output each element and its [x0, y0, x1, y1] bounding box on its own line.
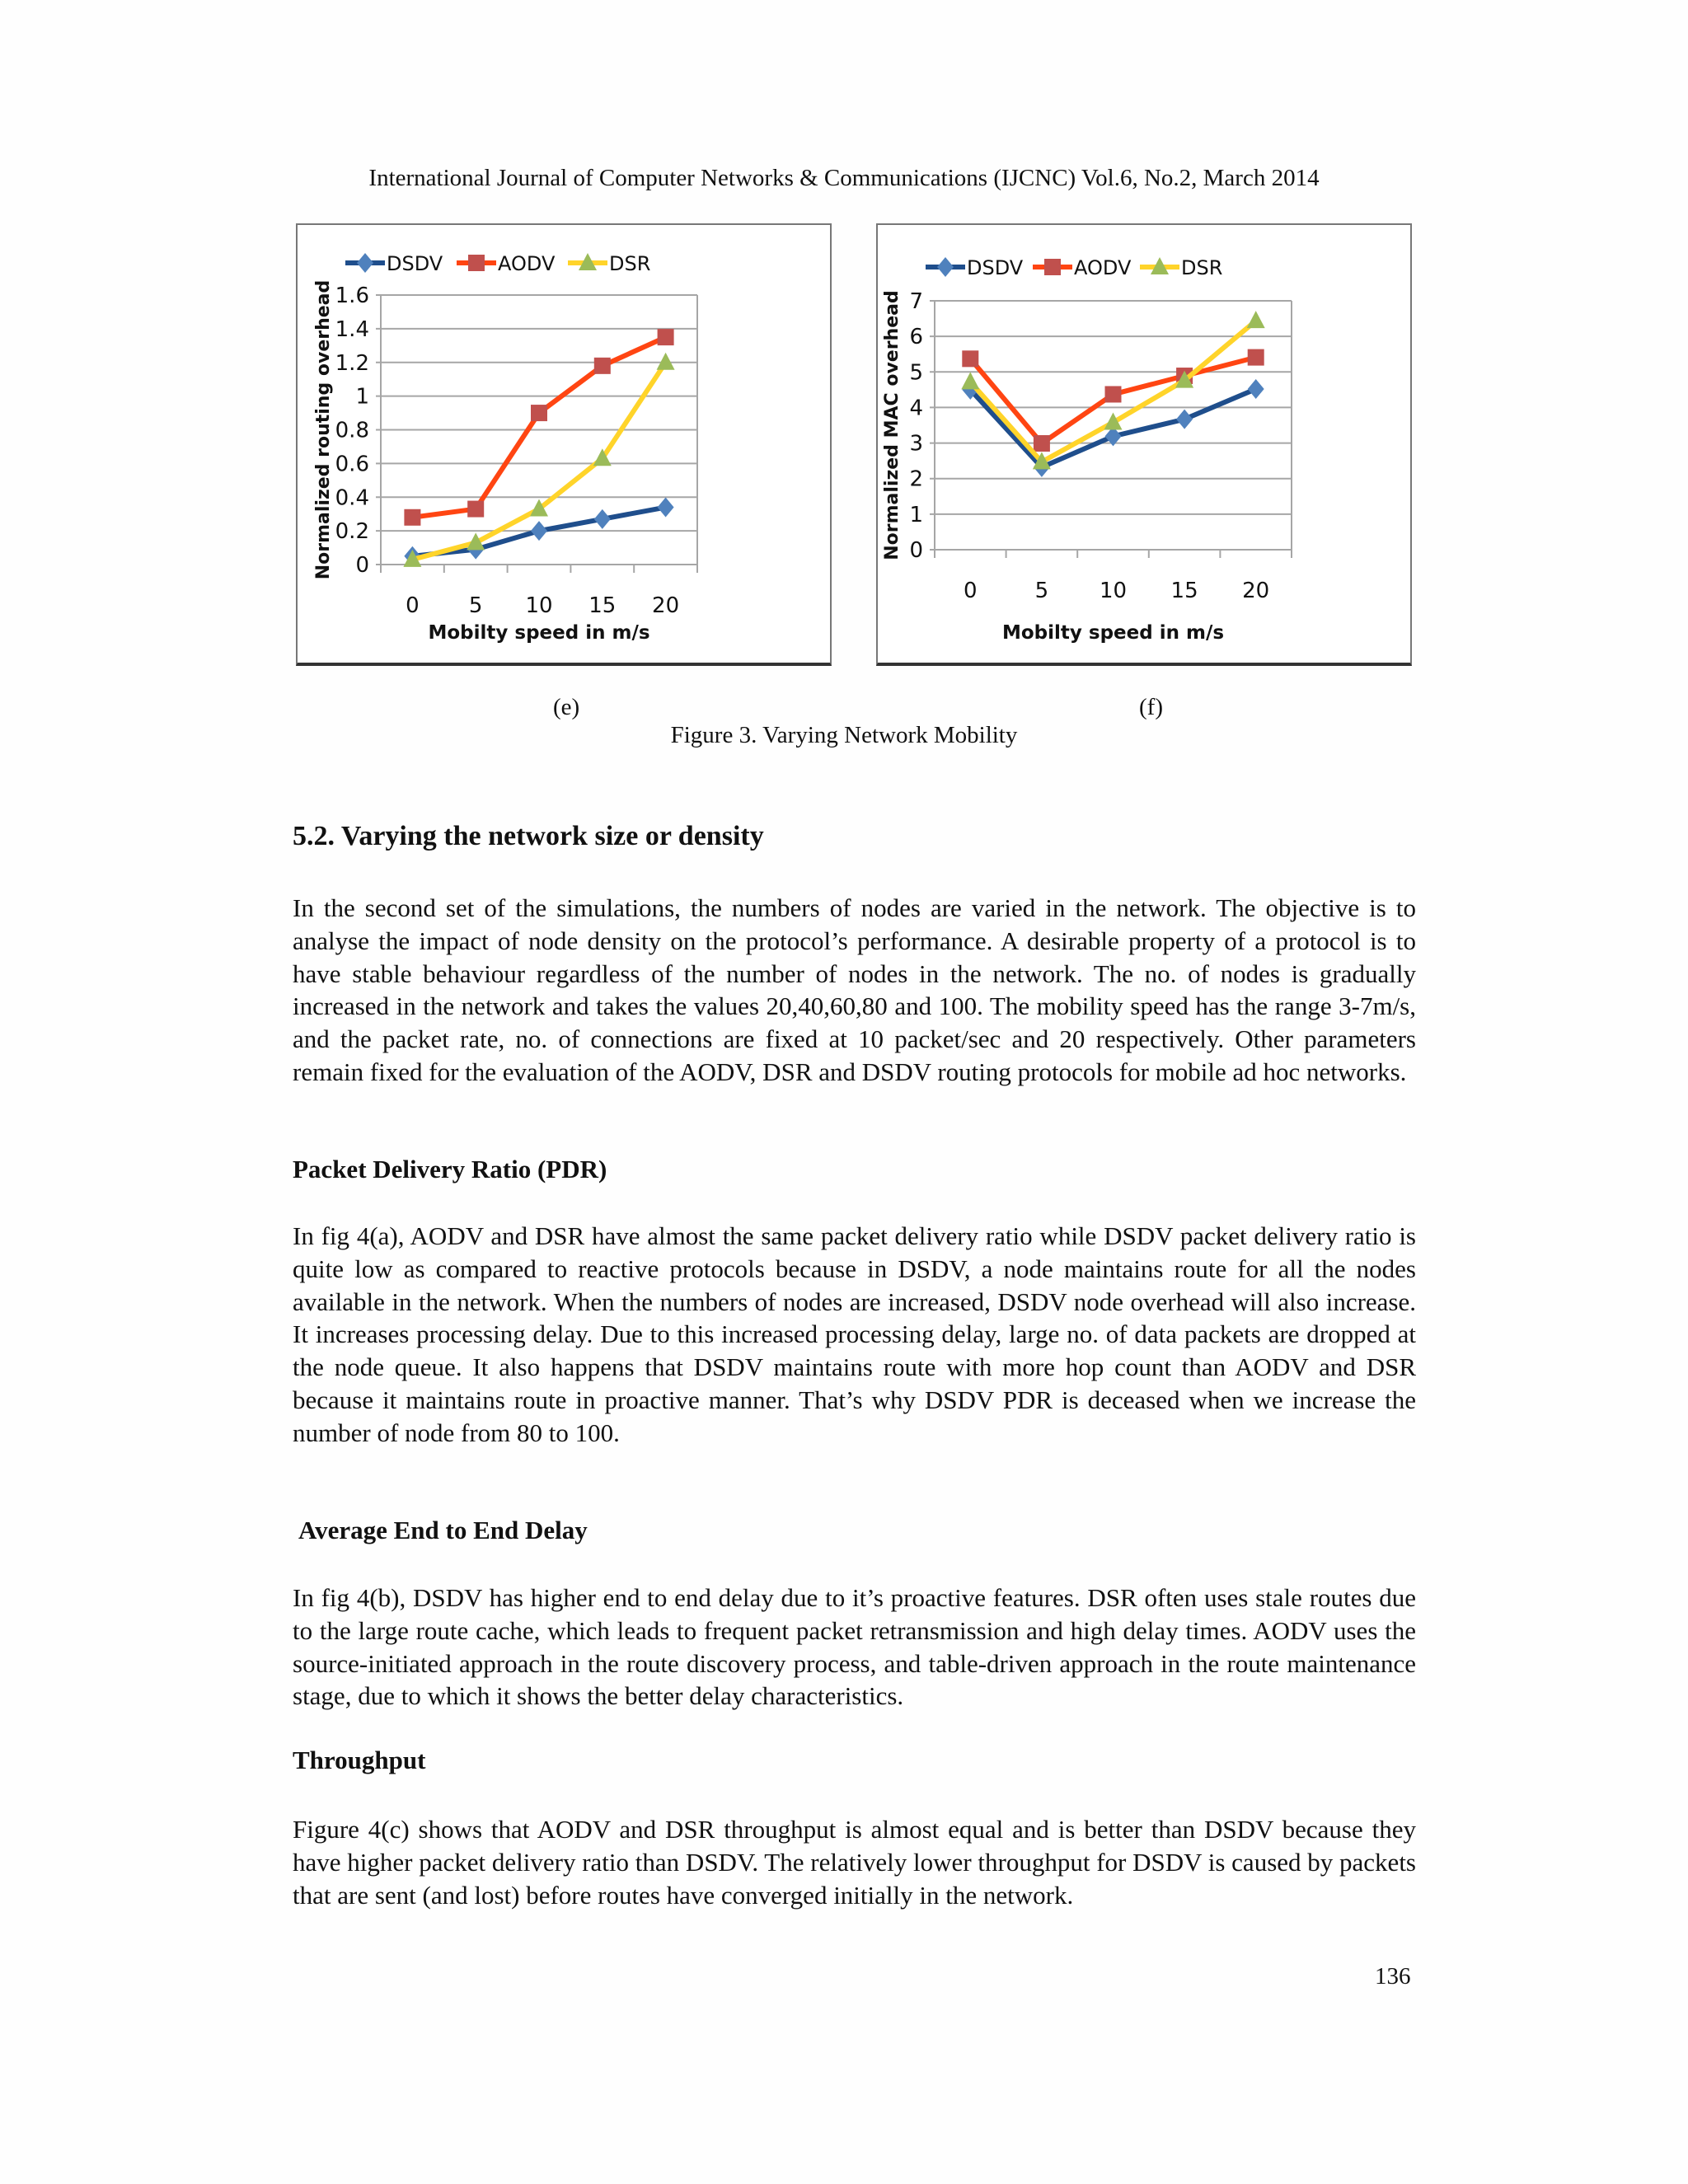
data-point-dsdv: [658, 498, 674, 518]
data-point-aodv: [404, 509, 420, 526]
paragraph-throughput: Figure 4(c) shows that AODV and DSR throughput is almost equal and is better than DSDV because they have higher packet delivery ratio than DSDV. The relatively lower throughput for DSDV is caused by packets that are sent (and lost) before routes have converged initially in the network.: [293, 1815, 1416, 1910]
data-point-dsr: [657, 353, 675, 370]
data-point-aodv: [1248, 349, 1264, 366]
subfigure-label-e: (e): [553, 694, 580, 720]
data-point-dsdv: [531, 521, 547, 541]
x-axis-title: Mobilty speed in m/s: [1001, 622, 1225, 644]
figure-caption: Figure 3. Varying Network Mobility: [670, 722, 1018, 748]
data-point-dsr: [1247, 311, 1265, 328]
data-point-aodv: [1105, 386, 1122, 402]
y-tick-label: 5: [909, 360, 923, 386]
y-tick-label: 1: [355, 384, 369, 410]
section-heading: 5.2. Varying the network size or density: [293, 821, 764, 851]
subheading-throughput: Throughput: [293, 1746, 426, 1774]
paragraph-delay: In fig 4(b), DSDV has higher end to end delay due to it’s proactive features. DSR often uses stale routes due to the large route cache, which leads to frequent packet retransmission and high delay times. AODV uses the source-initiated approach in the route discovery process, and table-driven approach in the route maintenance stage, due to which it shows the better delay characteristics.: [293, 1583, 1416, 1711]
chart-f: [876, 223, 1412, 666]
data-point-aodv: [962, 350, 978, 367]
legend-label-aodv: AODV: [1074, 256, 1132, 279]
x-tick-label: 0: [964, 579, 978, 603]
data-point-aodv: [594, 358, 611, 374]
y-tick-label: 1.4: [335, 316, 369, 342]
legend-marker-dsdv: [357, 253, 373, 273]
data-point-dsdv: [594, 509, 611, 529]
legend-label-dsdv: DSDV: [387, 252, 443, 275]
legend-label-dsdv: DSDV: [967, 256, 1024, 279]
data-point-aodv: [658, 329, 674, 345]
x-tick-label: 20: [1242, 579, 1270, 603]
y-tick-label: 0.4: [335, 485, 369, 511]
y-tick-label: 2: [909, 466, 923, 492]
chart-e: [296, 223, 832, 666]
y-tick-label: 3: [909, 431, 923, 457]
page-number: 136: [1375, 1963, 1411, 1990]
y-tick-label: 0: [909, 538, 923, 563]
data-point-aodv: [1034, 435, 1050, 452]
legend-label-dsr: DSR: [609, 252, 651, 275]
legend-label-aodv: AODV: [498, 252, 556, 275]
y-tick-label: 7: [909, 289, 923, 314]
y-tick-label: 0.8: [335, 418, 369, 443]
series-line-aodv: [412, 337, 665, 518]
x-tick-label: 15: [588, 593, 617, 618]
subfigure-label-f: (f): [1139, 694, 1163, 720]
y-tick-label: 6: [909, 325, 923, 350]
legend-label-dsr: DSR: [1181, 256, 1223, 279]
y-axis-title: Normalized MAC overhead: [882, 290, 903, 560]
data-point-aodv: [467, 501, 484, 518]
y-tick-label: 1: [909, 502, 923, 527]
x-tick-label: 5: [468, 593, 483, 618]
legend-marker-aodv: [1044, 259, 1061, 275]
x-tick-label: 10: [525, 593, 553, 618]
chart-e-svg: [298, 225, 830, 663]
subheading-pdr: Packet Delivery Ratio (PDR): [293, 1155, 607, 1183]
data-point-dsr: [961, 372, 979, 389]
data-point-dsdv: [1248, 379, 1264, 399]
y-tick-label: 0.2: [335, 519, 369, 545]
x-axis-title: Mobilty speed in m/s: [428, 622, 650, 644]
paragraph-pdr: In fig 4(a), AODV and DSR have almost the same packet delivery ratio while DSDV packet delivery ratio is quite low as compared to reactive protocols because in DSDV, a node maintains route for all the nodes available in the network. When the numbers of nodes are increased, DSDV node overhead will also increase. It increases processing delay. Due to this increased processing delay, large no. of data packets are dropped at the node queue. It also happens that DSDV maintains route with more hop count than AODV and DSR because it maintains route in proactive manner. That’s why DSDV PDR is deceased when we increase the number of node from 80 to 100.: [293, 1221, 1416, 1447]
x-tick-label: 10: [1099, 579, 1128, 603]
y-tick-label: 4: [909, 396, 923, 421]
chart-f-svg: [878, 225, 1410, 663]
subheading-delay: Average End to End Delay: [298, 1516, 588, 1544]
x-tick-label: 15: [1170, 579, 1198, 603]
y-tick-label: 0: [355, 553, 369, 578]
x-tick-label: 20: [652, 593, 680, 618]
data-point-aodv: [531, 405, 547, 421]
x-tick-label: 0: [406, 593, 420, 618]
y-axis-title: Normalized routing overhead: [313, 279, 334, 580]
y-tick-label: 0.6: [335, 452, 369, 477]
paragraph-intro: In the second set of the simulations, the numbers of nodes are varied in the network. The objective is to analyse the impact of node density on the protocol’s performance. A desirable property of a protocol is to have stable behaviour regardless of the number of nodes in the network. The no. of nodes is gradually increased in the network and takes the values 20,40,60,80 and 100. The mobility speed has the range 3-7m/s, and the packet rate, no. of connections are fixed at 10 packet/sec and 20 respectively. Other parameters remain fixed for the evaluation of the AODV, DSR and DSDV routing protocols for mobile ad hoc networks.: [293, 893, 1416, 1086]
legend-marker-dsdv: [937, 257, 954, 277]
legend-marker-aodv: [468, 255, 485, 271]
journal-header: International Journal of Computer Networks & Communications (IJCNC) Vol.6, No.2, March 2014: [368, 165, 1320, 191]
y-tick-label: 1.2: [335, 350, 369, 376]
x-tick-label: 5: [1034, 579, 1049, 603]
y-tick-label: 1.6: [335, 284, 369, 308]
data-point-dsdv: [1176, 410, 1193, 429]
